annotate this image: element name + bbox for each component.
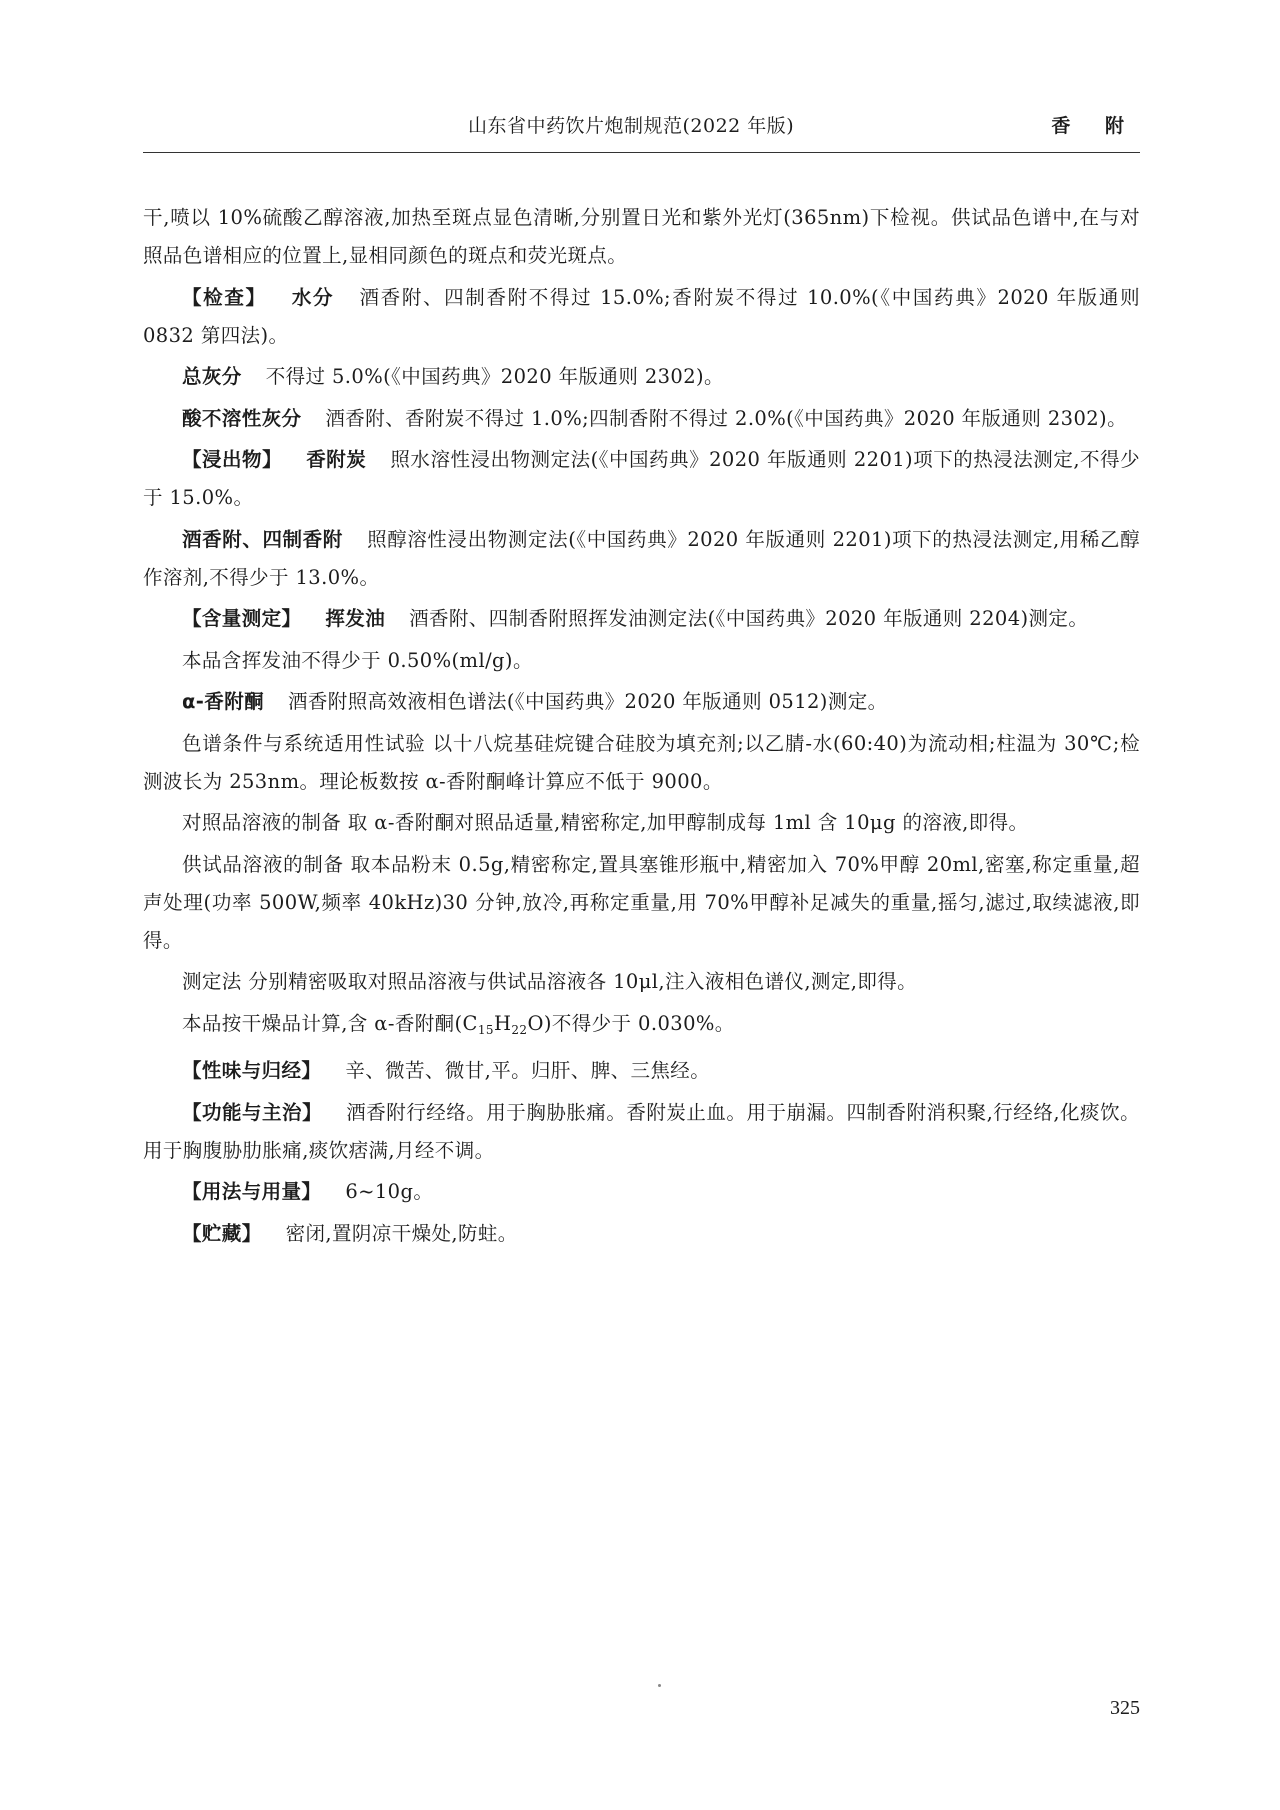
running-header — [143, 108, 1140, 144]
paragraph-identification-cont: 干,喷以 10%硫酸乙醇溶液,加热至斑点显色清晰,分别置日光和紫外光灯(365nm)下检视。供试品色谱中,在与对照品色谱相应的位置上,显相同颜色的斑点和荧光斑点。 — [143, 206, 1140, 267]
item-heading-total-ash: 总灰分 — [182, 365, 242, 388]
book-title: 山东省中药饮片炮制规范(2022 年版) — [468, 115, 795, 137]
header-rule — [143, 152, 1140, 153]
page-number: 325 — [1110, 1697, 1140, 1719]
section-heading-function: 【功能与主治】 — [182, 1100, 323, 1124]
section-heading-inspection: 【检查】 — [182, 285, 267, 309]
paragraph-chromatography-conditions: 色谱条件与系统适用性试验 以十八烷基硅烷键合硅胶为填充剂;以乙腈-水(60:40)为流动相;柱温为 30℃;检测波长为 253nm。理论板数按 α-香附酮峰计算应不低于 9000。 — [143, 731, 1140, 793]
section-name: 香 附 — [1051, 115, 1138, 137]
paragraph-cyperone-limit: 本品按干燥品计算,含 α-香附酮$(C_{15}H_{22}O)$不得少于 0.030%。 — [182, 1011, 735, 1037]
item-heading-charred: 香附炭 — [306, 448, 367, 471]
paragraph-oil-limit: 本品含挥发油不得少于 0.50%(ml/g)。 — [182, 648, 533, 672]
section-heading-extractives: 【浸出物】 — [182, 448, 283, 471]
item-heading-cyperone: α-香附酮 — [182, 690, 264, 713]
section-heading-nature: 【性味与归经】 — [182, 1059, 322, 1082]
item-heading-volatile-oil: 挥发油 — [325, 607, 386, 630]
paragraph-function-indication: 【功能与主治】 酒香附行经络。用于胸胁胀痛。香附炭止血。用于崩漏。四制香附消积聚,行经络,化痰饮。用于胸腹胁肋胀痛,痰饮痞满,月经不调。 — [143, 1100, 1140, 1162]
paragraph-storage: 【贮藏】 密闭,置阴凉干燥处,防蛀。 — [182, 1221, 518, 1245]
paragraph-total-ash: 总灰分 不得过 5.0%(《中国药典》2020 年版通则 2302)。 — [182, 365, 724, 388]
body-text — [143, 199, 1140, 1256]
item-heading-acid-insoluble-ash: 酸不溶性灰分 — [182, 406, 302, 430]
section-heading-dosage: 【用法与用量】 — [182, 1180, 322, 1203]
scan-speck — [658, 1684, 661, 1687]
paragraph-cyperone: α-香附酮 酒香附照高效液相色谱法(《中国药典》2020 年版通则 0512)测定。 — [182, 690, 888, 713]
paragraph-reference-solution: 对照品溶液的制备 取 α-香附酮对照品适量,精密称定,加甲醇制成每 1ml 含 10μg 的溶液,即得。 — [182, 811, 1029, 834]
paragraph-extractives-wine: 酒香附、四制香附 照醇溶性浸出物测定法(《中国药典》2020 年版通则 2201)项下的热浸法测定,用稀乙醇作溶剂,不得少于 13.0%。 — [143, 527, 1140, 589]
paragraph-assay-volatile-oil: 【含量测定】 挥发油 酒香附、四制香附照挥发油测定法(《中国药典》2020 年版通则 2204)测定。 — [182, 607, 1089, 630]
paragraph-dosage: 【用法与用量】 6~10g。 — [182, 1180, 434, 1203]
item-heading-wine-four: 酒香附、四制香附 — [182, 527, 343, 551]
section-heading-assay: 【含量测定】 — [182, 607, 302, 630]
paragraph-extractives-charred: 【浸出物】 香附炭 照水溶性浸出物测定法(《中国药典》2020 年版通则 2201)项下的热浸法测定,不得少于 15.0%。 — [143, 448, 1140, 509]
item-heading-moisture: 水分 — [290, 285, 335, 309]
paragraph-acid-insoluble-ash: 酸不溶性灰分 酒香附、香附炭不得过 1.0%;四制香附不得过 2.0%(《中国药典》2020 年版通则 2302)。 — [182, 406, 1127, 430]
paragraph-inspection-moisture: 【检查】 水分 酒香附、四制香附不得过 15.0%;香附炭不得过 10.0%(《中国药典》2020 年版通则 0832 第四法)。 — [143, 285, 1140, 347]
paragraph-test-solution: 供试品溶液的制备 取本品粉末 0.5g,精密称定,置具塞锥形瓶中,精密加入 70%甲醇 20ml,密塞,称定重量,超声处理(功率 500W,频率 40kHz)30 分钟,放冷,再称定重量,用 70%甲醇补足减失的重量,摇匀,滤过,取续滤液,即得。 — [143, 852, 1140, 952]
paragraph-nature-meridian: 【性味与归经】 辛、微苦、微甘,平。归肝、脾、三焦经。 — [182, 1059, 711, 1082]
paragraph-procedure: 测定法 分别精密吸取对照品溶液与供试品溶液各 10μl,注入液相色谱仪,测定,即得。 — [182, 970, 918, 993]
section-heading-storage: 【贮藏】 — [182, 1221, 262, 1245]
